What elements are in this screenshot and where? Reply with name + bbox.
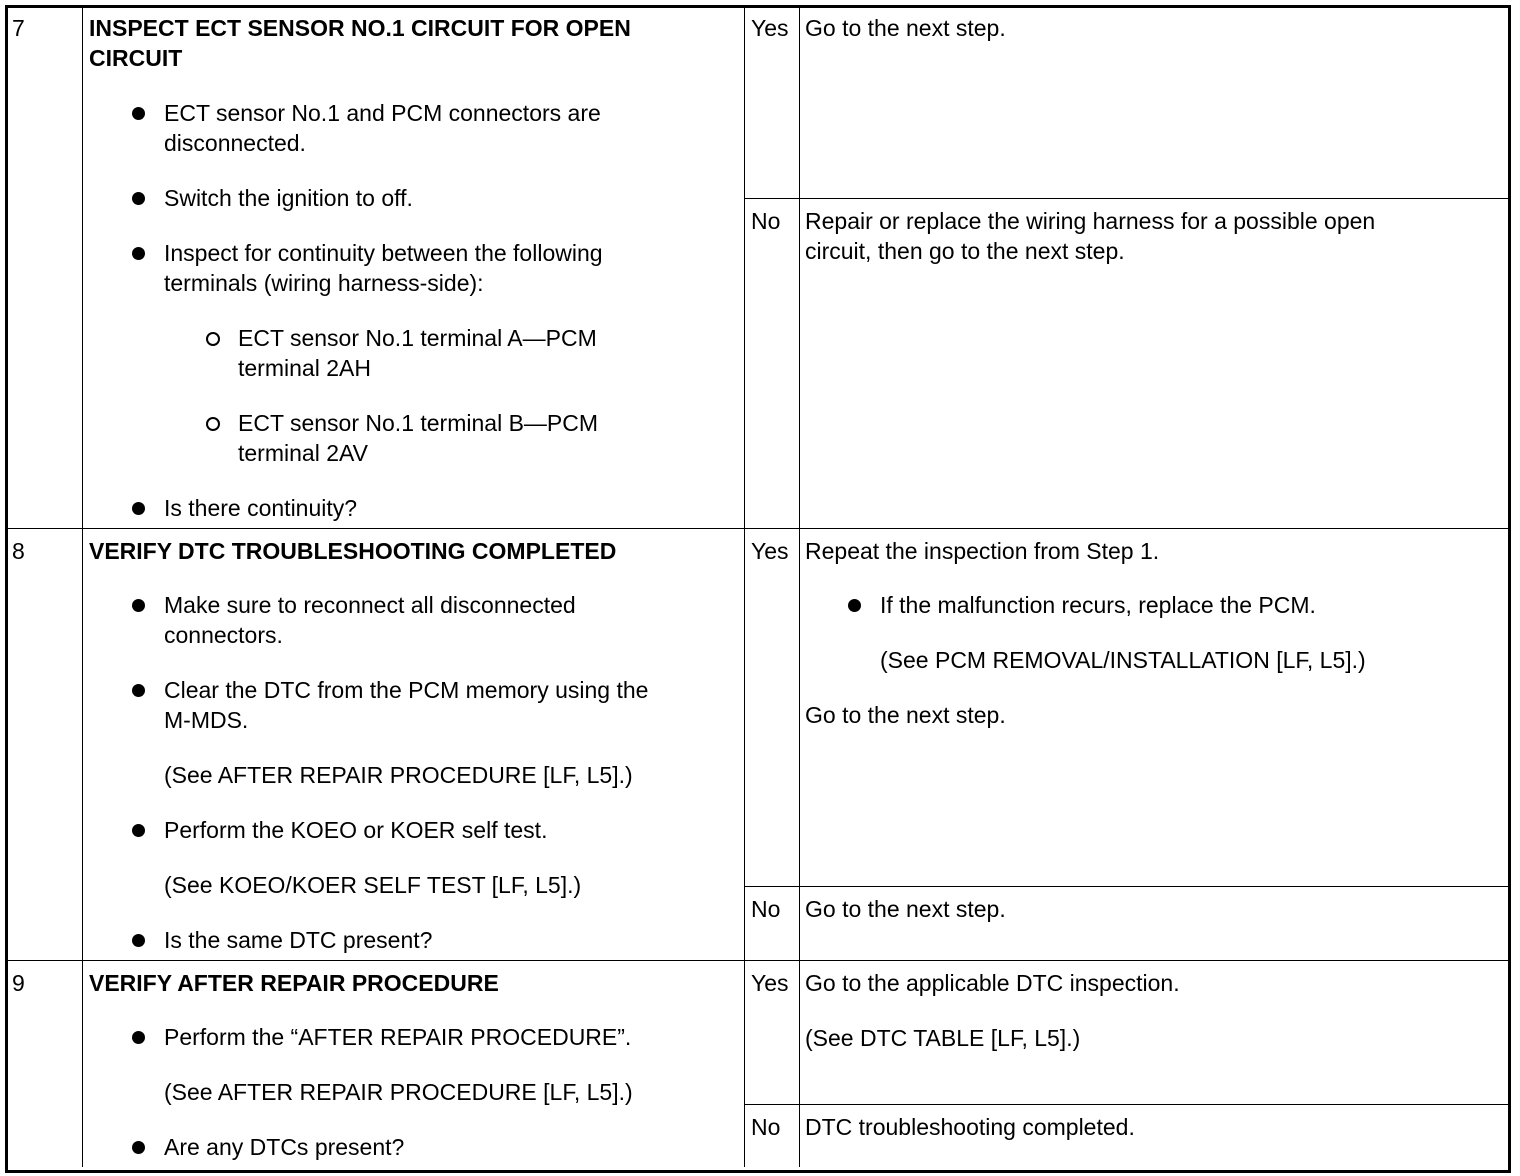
- yes-label: Yes: [751, 970, 789, 996]
- bullet-icon: [132, 1031, 145, 1044]
- no-label: No: [751, 1114, 781, 1140]
- yes-action: Repeat the inspection from Step 1.: [805, 538, 1160, 564]
- instruction-text: connectors.: [164, 622, 283, 648]
- sub-bullet-icon: [206, 417, 220, 431]
- step-number: 7: [12, 15, 25, 41]
- reference-text: (See AFTER REPAIR PROCEDURE [LF, L5].): [164, 762, 633, 788]
- no-label: No: [751, 896, 781, 922]
- reference-text: (See DTC TABLE [LF, L5].): [805, 1025, 1081, 1051]
- instruction-text: terminals (wiring harness-side):: [164, 270, 484, 296]
- step-number: 8: [12, 538, 25, 564]
- yes-action: If the malfunction recurs, replace the PCM.: [880, 592, 1316, 618]
- no-label: No: [751, 208, 781, 234]
- column-divider: [82, 8, 83, 1167]
- yes-no-divider: [744, 886, 1508, 887]
- bullet-icon: [132, 192, 145, 205]
- bullet-icon: [132, 599, 145, 612]
- column-divider: [744, 8, 745, 1167]
- sub-bullet-icon: [206, 332, 220, 346]
- yes-action: Go to the next step.: [805, 15, 1006, 41]
- step-title: VERIFY AFTER REPAIR PROCEDURE: [89, 970, 499, 996]
- yes-action: Go to the next step.: [805, 702, 1006, 728]
- instruction-text: Is there continuity?: [164, 495, 358, 521]
- step-title: INSPECT ECT SENSOR NO.1 CIRCUIT FOR OPEN: [89, 15, 631, 41]
- instruction-text: Perform the “AFTER REPAIR PROCEDURE”.: [164, 1024, 632, 1050]
- instruction-text: Inspect for continuity between the following: [164, 240, 603, 266]
- instruction-text: Is the same DTC present?: [164, 927, 433, 953]
- no-action: Repair or replace the wiring harness for a possible open: [805, 208, 1376, 234]
- instruction-text: Switch the ignition to off.: [164, 185, 413, 211]
- yes-label: Yes: [751, 538, 789, 564]
- yes-action: Go to the applicable DTC inspection.: [805, 970, 1180, 996]
- bullet-icon: [132, 684, 145, 697]
- reference-text: (See AFTER REPAIR PROCEDURE [LF, L5].): [164, 1079, 633, 1105]
- yes-label: Yes: [751, 15, 789, 41]
- reference-text: (See PCM REMOVAL/INSTALLATION [LF, L5].): [880, 647, 1366, 673]
- row-divider: [8, 960, 1508, 961]
- instruction-text: ECT sensor No.1 terminal B—PCM: [238, 410, 599, 436]
- no-action: Go to the next step.: [805, 896, 1006, 922]
- bullet-icon: [132, 502, 145, 515]
- row-divider: [8, 528, 1508, 529]
- instruction-text: ECT sensor No.1 and PCM connectors are: [164, 100, 601, 126]
- no-action: circuit, then go to the next step.: [805, 238, 1125, 264]
- bullet-icon: [132, 824, 145, 837]
- reference-text: (See KOEO/KOER SELF TEST [LF, L5].): [164, 872, 582, 898]
- bullet-icon: [132, 934, 145, 947]
- step-number: 9: [12, 970, 25, 996]
- instruction-text: terminal 2AV: [238, 440, 368, 466]
- yes-no-divider: [744, 198, 1508, 199]
- instruction-text: terminal 2AH: [238, 355, 371, 381]
- column-divider: [799, 8, 800, 1167]
- instruction-text: Perform the KOEO or KOER self test.: [164, 817, 548, 843]
- bullet-icon: [132, 1141, 145, 1154]
- step-title: VERIFY DTC TROUBLESHOOTING COMPLETED: [89, 538, 617, 564]
- yes-no-divider: [744, 1104, 1508, 1105]
- instruction-text: M-MDS.: [164, 707, 249, 733]
- bullet-icon: [848, 599, 861, 612]
- step-title: CIRCUIT: [89, 45, 183, 71]
- instruction-text: ECT sensor No.1 terminal A—PCM: [238, 325, 597, 351]
- bullet-icon: [132, 107, 145, 120]
- bullet-icon: [132, 247, 145, 260]
- instruction-text: Make sure to reconnect all disconnected: [164, 592, 576, 618]
- instruction-text: Are any DTCs present?: [164, 1134, 405, 1160]
- instruction-text: Clear the DTC from the PCM memory using the: [164, 677, 649, 703]
- no-action: DTC troubleshooting completed.: [805, 1114, 1135, 1140]
- instruction-text: disconnected.: [164, 130, 306, 156]
